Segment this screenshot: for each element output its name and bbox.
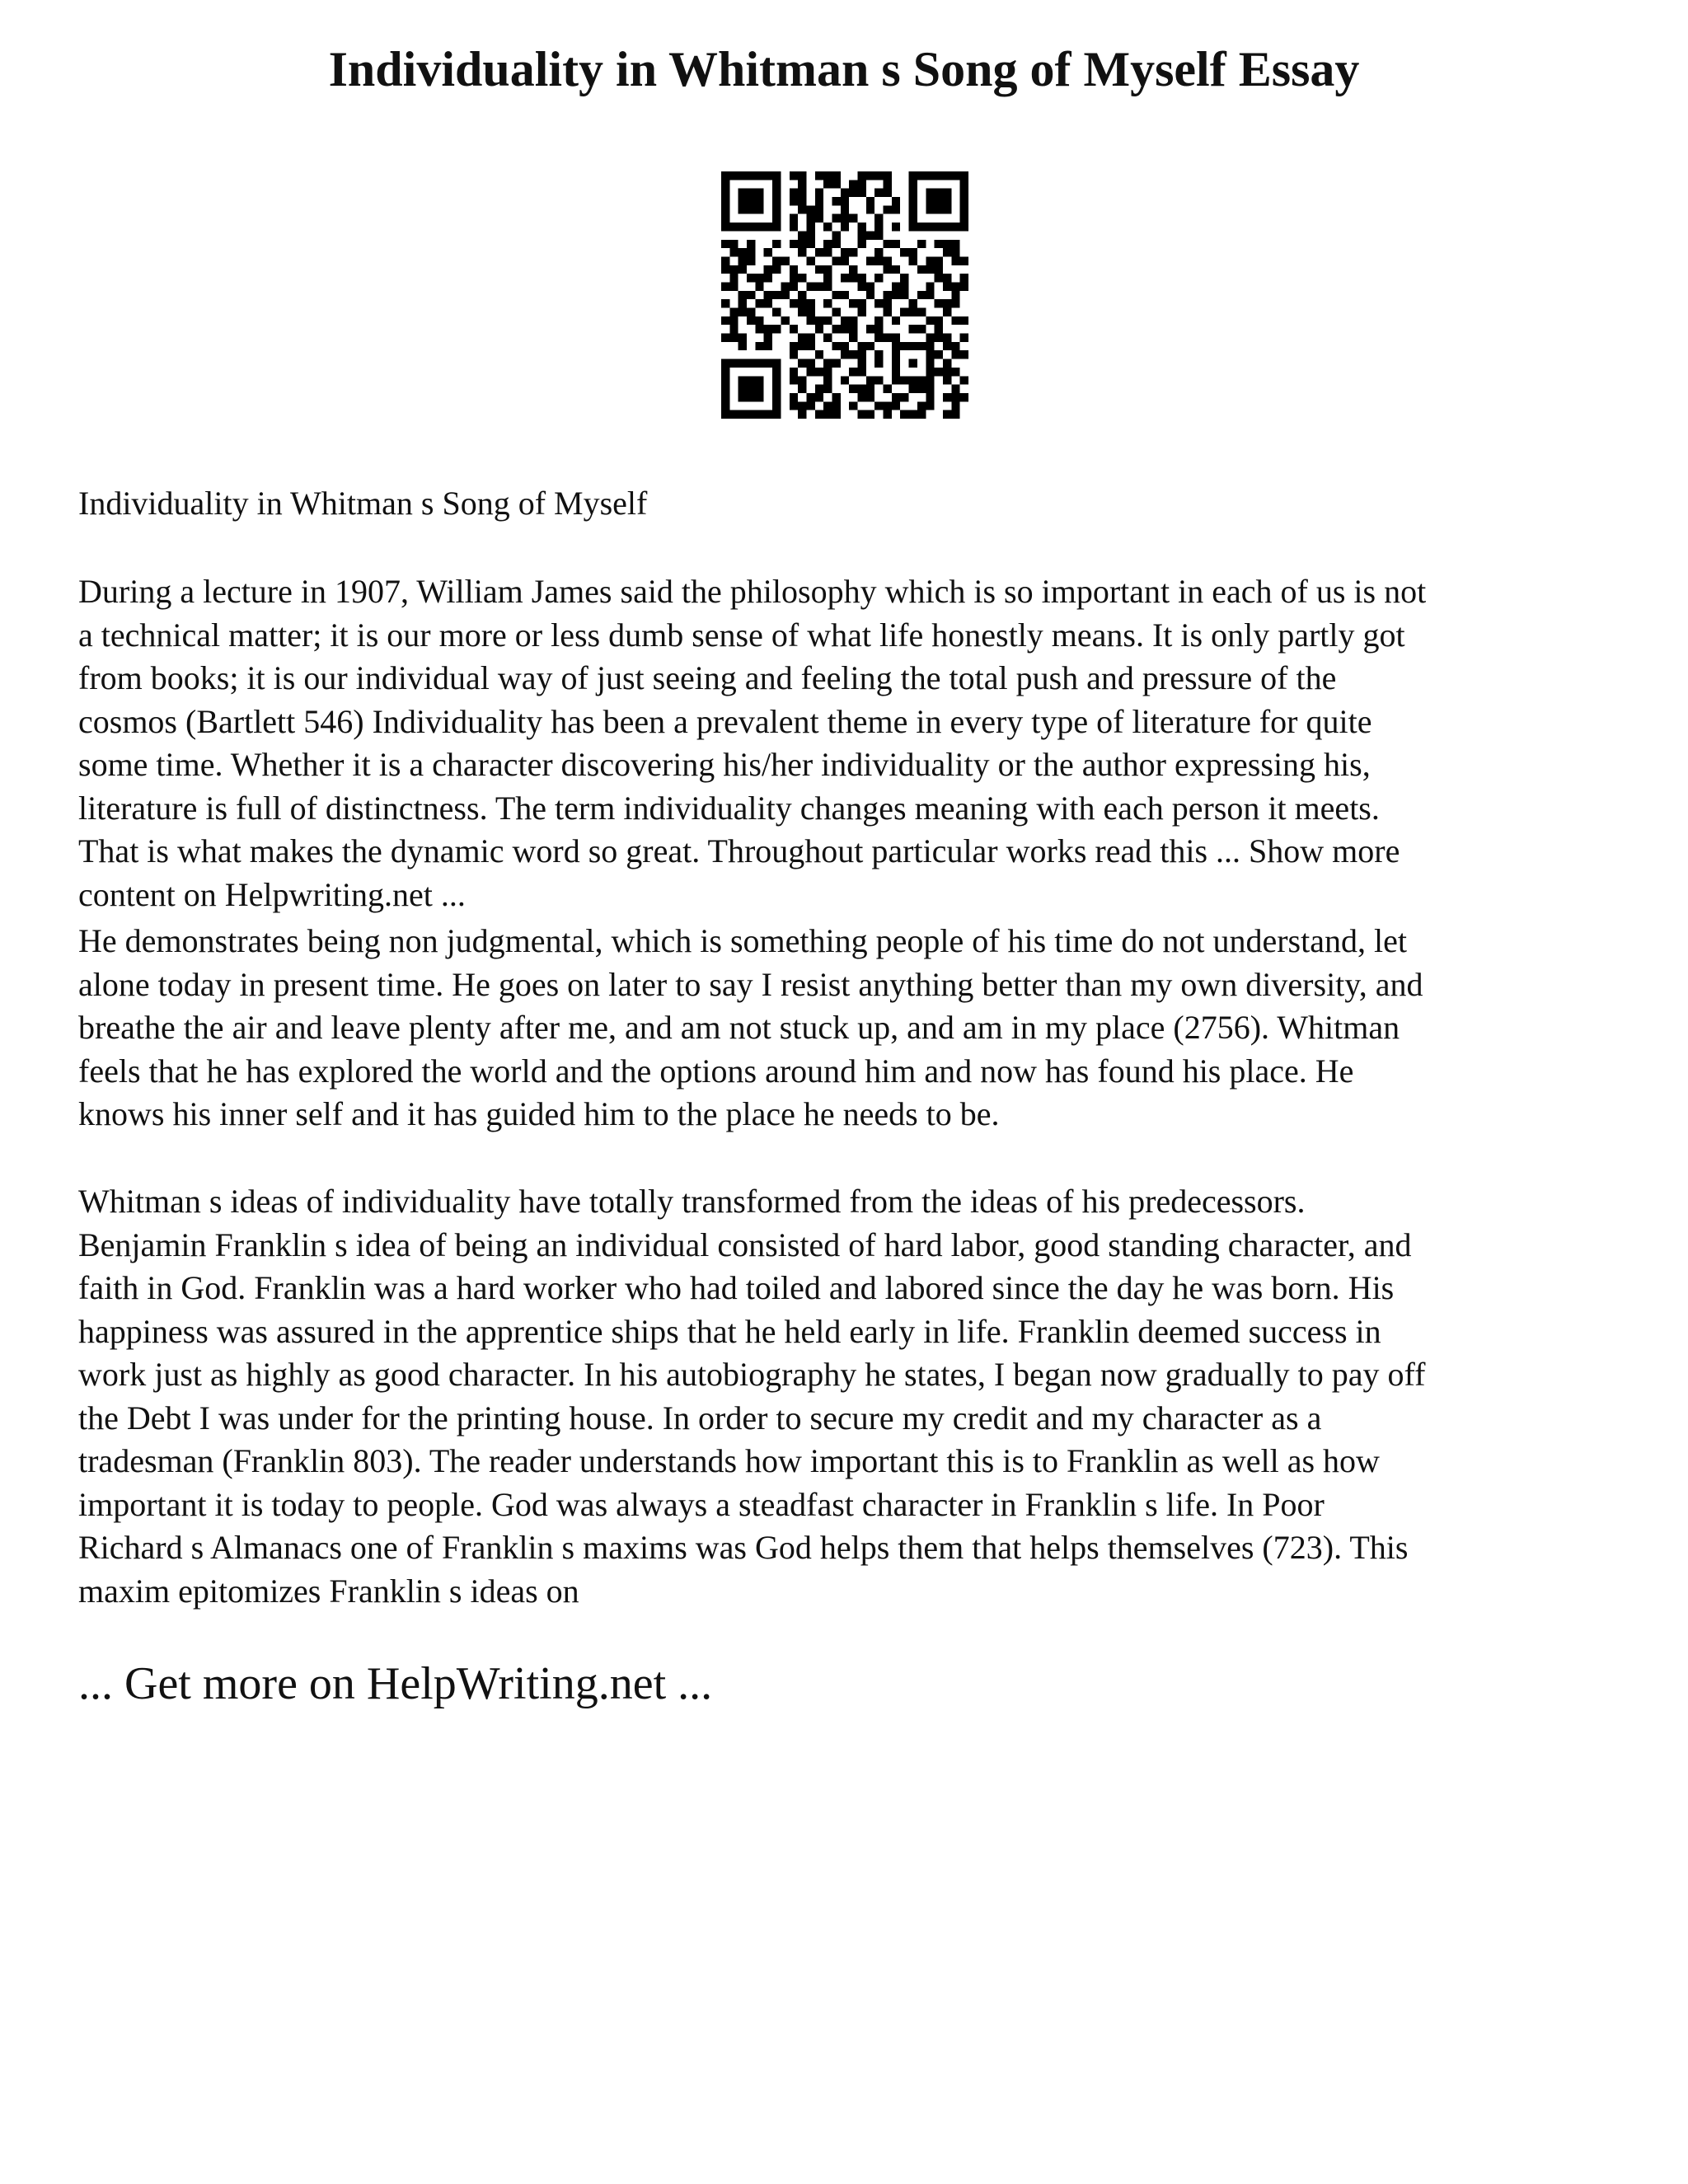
paragraph-line: maxim epitomizes Franklin s ideas on (78, 1572, 579, 1610)
paragraph-line: Benjamin Franklin s idea of being an individual consisted of hard labor, good standing character, and (78, 1226, 1412, 1263)
page-title: Individuality in Whitman s Song of Myself Essay (328, 42, 1360, 96)
paragraph-line: feels that he has explored the world and the options around him and now has found his place. He (78, 1052, 1354, 1090)
paragraph-line: happiness was assured in the apprentice ships that he held early in life. Franklin deemed success in (78, 1312, 1381, 1350)
paragraph-line: from books; it is our individual way of just seeing and feeling the total push and pressure of the (78, 659, 1337, 696)
paragraph-2 (78, 920, 1628, 1137)
paragraph-line: cosmos (Bartlett 546) Individuality has been a prevalent theme in every type of literature for quite (78, 702, 1372, 740)
paragraph-line: tradesman (Franklin 803). The reader understands how important this is to Franklin as well as how (78, 1442, 1380, 1479)
paragraph-line: Whitman s ideas of individuality have totally transformed from the ideas of his predecessors. (78, 1183, 1306, 1220)
paragraph-line: During a lecture in 1907, William James said the philosophy which is so important in each of us is not (78, 573, 1427, 610)
paragraph-line: some time. Whether it is a character discovering his/her individuality or the author expressing his, (78, 746, 1371, 783)
paragraph-line: knows his inner self and it has guided him to the place he needs to be. (78, 1095, 1000, 1132)
paragraph-line: breathe the air and leave plenty after me, and am not stuck up, and am in my place (2756). Whitman (78, 1009, 1400, 1046)
paragraph-line: important it is today to people. God was always a steadfast character in Franklin s life. In Poor (78, 1485, 1325, 1523)
paragraph-line: work just as highly as good character. In his autobiography he states, I began now gradually to pay off (78, 1356, 1426, 1393)
paragraph-1 (78, 570, 1628, 916)
paragraph-line: literature is full of distinctness. The term individuality changes meaning with each person it meets. (78, 789, 1380, 827)
paragraph-line: Richard s Almanacs one of Franklin s maxims was God helps them that helps themselves (723). This (78, 1529, 1409, 1566)
paragraph-line: alone today in present time. He goes on later to say I resist anything better than my own diversity, and (78, 965, 1423, 1003)
paragraph-line: the Debt I was under for the printing house. In order to secure my credit and my character as a (78, 1399, 1322, 1436)
get-more-link[interactable]: ... Get more on HelpWriting.net ... (78, 1658, 713, 1709)
paragraph-line: That is what makes the dynamic word so great. Throughout particular works read this ... Show more (78, 832, 1400, 869)
paragraph-line: a technical matter; it is our more or less dumb sense of what life honestly means. It is only partly got (78, 616, 1405, 654)
essay-subtitle: Individuality in Whitman s Song of Myself (78, 485, 648, 522)
qr-code-icon[interactable] (721, 171, 968, 419)
paragraph-line: He demonstrates being non judgmental, which is something people of his time do not understand, let (78, 922, 1407, 959)
paragraph-line: faith in God. Franklin was a hard worker who had toiled and labored since the day he was born. His (78, 1269, 1395, 1306)
paragraph-3 (78, 1180, 1628, 1613)
paragraph-line: content on Helpwriting.net ... (78, 875, 466, 913)
